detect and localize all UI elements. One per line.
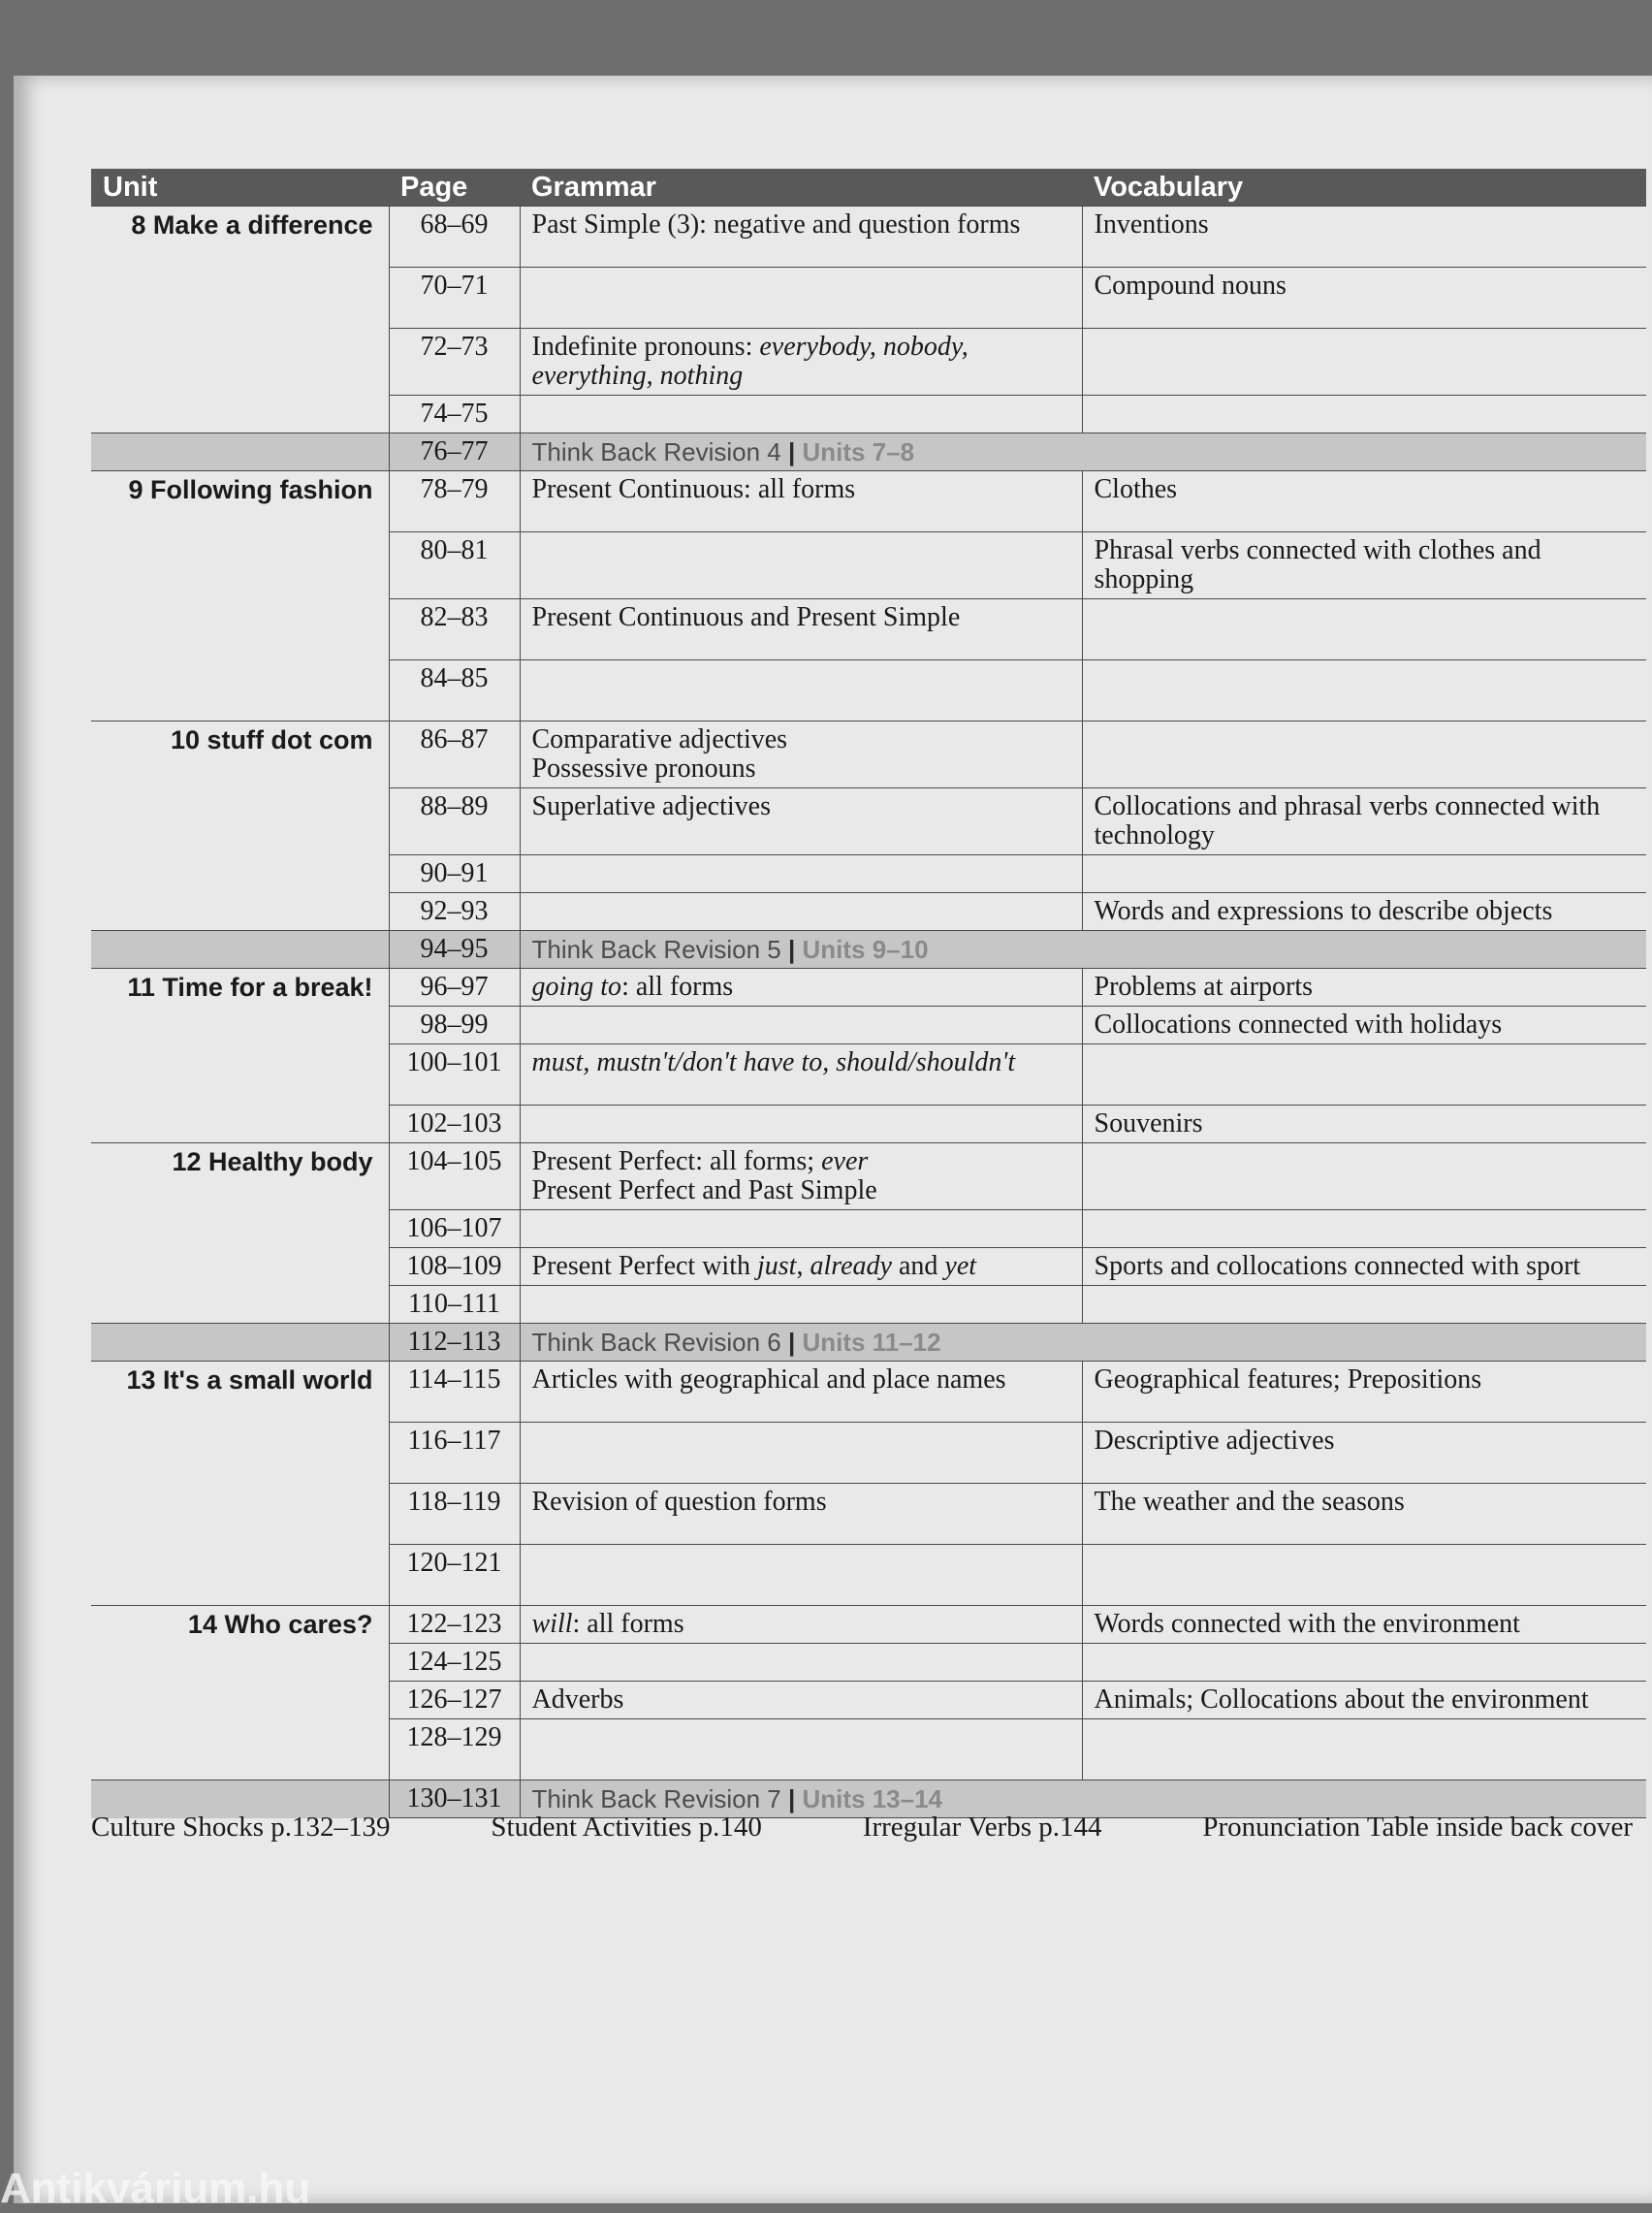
vocabulary-cell bbox=[1082, 1044, 1646, 1106]
vocabulary-cell: Words and expressions to describe objects bbox=[1082, 893, 1646, 931]
grammar-cell bbox=[520, 1286, 1082, 1324]
header-page: Page bbox=[389, 169, 520, 207]
grammar-text: Present Perfect with bbox=[531, 1251, 757, 1281]
vocabulary-cell: Souvenirs bbox=[1082, 1106, 1646, 1143]
grammar-cell: Articles with geographical and place names bbox=[520, 1362, 1082, 1423]
page-range: 110–111 bbox=[389, 1286, 520, 1324]
vocabulary-cell bbox=[1082, 1719, 1646, 1780]
page-range: 116–117 bbox=[389, 1423, 520, 1484]
grammar-cell bbox=[520, 532, 1082, 599]
page-range: 106–107 bbox=[389, 1210, 520, 1248]
revision-row bbox=[91, 931, 1646, 969]
vocabulary-cell: Phrasal verbs connected with clothes and shopping bbox=[1082, 532, 1646, 599]
page-range: 124–125 bbox=[389, 1644, 520, 1682]
footer-student-activities: Student Activities p.140 bbox=[491, 1812, 762, 1843]
vocabulary-cell bbox=[1082, 329, 1646, 396]
page-range: 130–131 bbox=[389, 1780, 520, 1818]
revision-separator: | bbox=[780, 1784, 803, 1813]
page-range: 96–97 bbox=[389, 969, 520, 1007]
footer-culture-shocks: Culture Shocks p.132–139 bbox=[91, 1812, 391, 1843]
page-range: 118–119 bbox=[389, 1484, 520, 1545]
vocabulary-cell: Animals; Collocations about the environment bbox=[1082, 1682, 1646, 1719]
grammar-cell: Past Simple (3): negative and question forms bbox=[520, 207, 1082, 268]
vocabulary-cell: Collocations connected with holidays bbox=[1082, 1007, 1646, 1044]
grammar-cell bbox=[520, 1719, 1082, 1780]
grammar-cell bbox=[520, 1007, 1082, 1044]
vocabulary-cell bbox=[1082, 1143, 1646, 1210]
page-range: 72–73 bbox=[389, 329, 520, 396]
grammar-cell bbox=[520, 1606, 1082, 1644]
vocabulary-cell bbox=[1082, 660, 1646, 722]
table-row bbox=[91, 471, 1646, 532]
header-unit: Unit bbox=[91, 169, 389, 207]
page-range: 102–103 bbox=[389, 1106, 520, 1143]
grammar-italic: everybody, nobody, everything, nothing bbox=[531, 332, 969, 391]
grammar-cell: Superlative adjectives bbox=[520, 788, 1082, 855]
grammar-cell bbox=[520, 1545, 1082, 1606]
grammar-text: Indefinite pronouns: bbox=[531, 332, 760, 362]
unit-title: 10 stuff dot com bbox=[91, 722, 389, 931]
revision-separator: | bbox=[780, 1328, 803, 1357]
table-header-row bbox=[91, 169, 1646, 207]
page-range: 128–129 bbox=[389, 1719, 520, 1780]
grammar-italic: already bbox=[810, 1251, 892, 1281]
grammar-text: : all forms bbox=[621, 972, 734, 1002]
table-row bbox=[91, 207, 1646, 268]
grammar-cell bbox=[520, 722, 1082, 788]
vocabulary-cell bbox=[1082, 599, 1646, 660]
unit-title: 11 Time for a break! bbox=[91, 969, 389, 1143]
page-range: 76–77 bbox=[389, 433, 520, 471]
grammar-cell bbox=[520, 855, 1082, 893]
vocabulary-cell bbox=[1082, 722, 1646, 788]
grammar-cell bbox=[520, 1210, 1082, 1248]
vocabulary-cell: Clothes bbox=[1082, 471, 1646, 532]
table-row bbox=[91, 969, 1646, 1007]
page-range: 86–87 bbox=[389, 722, 520, 788]
footer-pronunciation-table: Pronunciation Table inside back cover bbox=[1202, 1812, 1633, 1843]
grammar-italic: yet bbox=[944, 1251, 977, 1281]
page-range: 92–93 bbox=[389, 893, 520, 931]
grammar-line: Possessive pronouns bbox=[531, 754, 756, 784]
table-row bbox=[91, 1362, 1646, 1423]
vocabulary-cell: The weather and the seasons bbox=[1082, 1484, 1646, 1545]
unit-title: 9 Following fashion bbox=[91, 471, 389, 722]
revision-label bbox=[520, 931, 1646, 969]
vocabulary-cell bbox=[1082, 1644, 1646, 1682]
revision-label bbox=[520, 1324, 1646, 1362]
footer-references bbox=[91, 1812, 1633, 1844]
grammar-text: and bbox=[891, 1251, 945, 1281]
grammar-italic: will bbox=[531, 1609, 573, 1639]
grammar-italic: just bbox=[757, 1251, 797, 1281]
page-range: 120–121 bbox=[389, 1545, 520, 1606]
revision-unit-empty bbox=[91, 1324, 389, 1362]
vocabulary-cell: Problems at airports bbox=[1082, 969, 1646, 1007]
table-row bbox=[91, 722, 1646, 788]
vocabulary-cell: Compound nouns bbox=[1082, 268, 1646, 329]
revision-separator: | bbox=[780, 935, 803, 964]
vocabulary-cell: Collocations and phrasal verbs connected with technology bbox=[1082, 788, 1646, 855]
vocabulary-cell: Words connected with the environment bbox=[1082, 1606, 1646, 1644]
page-range: 82–83 bbox=[389, 599, 520, 660]
header-vocabulary: Vocabulary bbox=[1082, 169, 1646, 207]
grammar-cell bbox=[520, 969, 1082, 1007]
revision-units: Units 11–12 bbox=[802, 1328, 941, 1357]
grammar-italic: ever bbox=[821, 1146, 869, 1176]
grammar-italic: must, mustn't/don't have to, should/shouldn't bbox=[531, 1047, 1016, 1077]
table-row bbox=[91, 1143, 1646, 1210]
footer-irregular-verbs: Irregular Verbs p.144 bbox=[862, 1812, 1102, 1843]
revision-unit-empty bbox=[91, 433, 389, 471]
page-range: 104–105 bbox=[389, 1143, 520, 1210]
unit-title: 13 It's a small world bbox=[91, 1362, 389, 1606]
revision-units: Units 9–10 bbox=[802, 935, 929, 964]
grammar-line: Comparative adjectives bbox=[531, 724, 788, 754]
grammar-cell: Present Continuous: all forms bbox=[520, 471, 1082, 532]
vocabulary-cell: Inventions bbox=[1082, 207, 1646, 268]
watermark: Antikvárium.hu bbox=[0, 2165, 311, 2212]
page-range: 80–81 bbox=[389, 532, 520, 599]
vocabulary-cell bbox=[1082, 1286, 1646, 1324]
grammar-cell: Adverbs bbox=[520, 1682, 1082, 1719]
revision-units: Units 7–8 bbox=[802, 437, 915, 466]
grammar-cell bbox=[520, 1644, 1082, 1682]
unit-title: 14 Who cares? bbox=[91, 1606, 389, 1780]
grammar-text: Present Perfect: all forms; bbox=[531, 1146, 822, 1176]
page-range: 88–89 bbox=[389, 788, 520, 855]
vocabulary-cell bbox=[1082, 855, 1646, 893]
contents-table bbox=[91, 169, 1646, 1818]
grammar-cell bbox=[520, 1106, 1082, 1143]
revision-title: Think Back Revision 5 bbox=[531, 935, 781, 964]
vocabulary-cell bbox=[1082, 1545, 1646, 1606]
vocabulary-cell bbox=[1082, 396, 1646, 433]
table-row bbox=[91, 1606, 1646, 1644]
grammar-text: , bbox=[796, 1251, 810, 1281]
revision-units: Units 13–14 bbox=[802, 1784, 942, 1813]
page-range: 112–113 bbox=[389, 1324, 520, 1362]
page-range: 68–69 bbox=[389, 207, 520, 268]
grammar-line: Present Perfect and Past Simple bbox=[531, 1175, 877, 1205]
grammar-cell bbox=[520, 893, 1082, 931]
grammar-line bbox=[532, 1147, 1070, 1176]
book-page bbox=[14, 76, 1652, 2203]
unit-title: 8 Make a difference bbox=[91, 207, 389, 433]
page-range: 108–109 bbox=[389, 1248, 520, 1286]
revision-separator: | bbox=[780, 437, 803, 466]
grammar-cell: Present Continuous and Present Simple bbox=[520, 599, 1082, 660]
revision-title: Think Back Revision 7 bbox=[531, 1784, 781, 1813]
grammar-text: : all forms bbox=[572, 1609, 684, 1639]
revision-unit-empty bbox=[91, 931, 389, 969]
revision-title: Think Back Revision 4 bbox=[531, 437, 781, 466]
grammar-cell bbox=[520, 660, 1082, 722]
grammar-cell bbox=[520, 268, 1082, 329]
grammar-cell bbox=[520, 329, 1082, 396]
page-range: 98–99 bbox=[389, 1007, 520, 1044]
unit-title: 12 Healthy body bbox=[91, 1143, 389, 1324]
page-range: 78–79 bbox=[389, 471, 520, 532]
vocabulary-cell: Geographical features; Prepositions bbox=[1082, 1362, 1646, 1423]
header-grammar: Grammar bbox=[520, 169, 1082, 207]
revision-row bbox=[91, 1324, 1646, 1362]
grammar-cell bbox=[520, 1423, 1082, 1484]
page-range: 84–85 bbox=[389, 660, 520, 722]
revision-title: Think Back Revision 6 bbox=[531, 1328, 781, 1357]
vocabulary-cell bbox=[1082, 1210, 1646, 1248]
page-range: 126–127 bbox=[389, 1682, 520, 1719]
page-range: 94–95 bbox=[389, 931, 520, 969]
revision-row bbox=[91, 433, 1646, 471]
grammar-cell: Revision of question forms bbox=[520, 1484, 1082, 1545]
page-range: 122–123 bbox=[389, 1606, 520, 1644]
page-range: 114–115 bbox=[389, 1362, 520, 1423]
vocabulary-cell: Descriptive adjectives bbox=[1082, 1423, 1646, 1484]
grammar-cell bbox=[520, 1248, 1082, 1286]
page-range: 70–71 bbox=[389, 268, 520, 329]
grammar-cell bbox=[520, 1044, 1082, 1106]
grammar-cell bbox=[520, 1143, 1082, 1210]
vocabulary-cell: Sports and collocations connected with sport bbox=[1082, 1248, 1646, 1286]
grammar-cell bbox=[520, 396, 1082, 433]
page-range: 100–101 bbox=[389, 1044, 520, 1106]
page-range: 74–75 bbox=[389, 396, 520, 433]
revision-label bbox=[520, 433, 1646, 471]
grammar-italic: going to bbox=[531, 972, 622, 1002]
page-range: 90–91 bbox=[389, 855, 520, 893]
